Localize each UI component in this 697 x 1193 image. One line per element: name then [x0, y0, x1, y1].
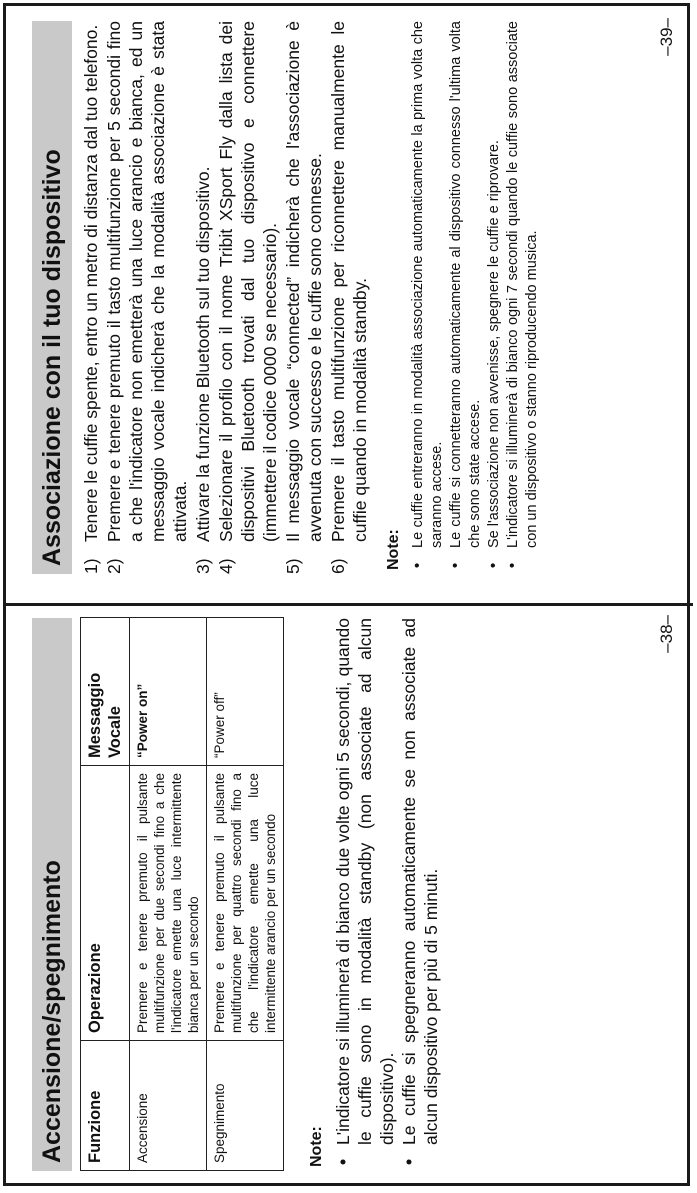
column-header: Messaggio Vocale [81, 618, 130, 766]
note-text: L'indicatore si illuminerà di bianco due volte ogni 5 secondi, quando le cuffie sono in modalità standby (non associate ad alcun dispositivo). [333, 618, 397, 1145]
voice-message-cell: “Power off” [207, 618, 284, 766]
step-item [327, 21, 371, 574]
page-39-content [6, 6, 691, 596]
power-table [80, 617, 284, 1171]
step-item [282, 21, 326, 574]
function-cell: Spegnimento [207, 1041, 284, 1171]
step-number: 6) [328, 558, 348, 574]
function-cell: Accensione [130, 1041, 207, 1171]
note-text: Le cuffie si spegneranno automaticamente se non associate ad alcun dispositivo per più di 5 minuti. [399, 618, 441, 1145]
bullet-icon: • [448, 562, 464, 568]
notes-list [332, 618, 442, 1171]
page-38-panel [6, 603, 691, 1193]
section-title: Associazione con il tuo dispositivo [38, 149, 66, 566]
bullet-icon: • [333, 1158, 353, 1165]
note-text: Le cuffie si connetteranno automaticamente al dispositivo connesso l'ultima volta che sono state accese. [448, 21, 483, 548]
note-item [504, 21, 542, 574]
bullet-icon: • [505, 562, 521, 568]
power-body [80, 618, 442, 1171]
step-item [215, 21, 281, 574]
step-text: Il messaggio vocale “connected” indicherà che l'associazione è avvenuta con successo e le cuffie sono connesse. [283, 21, 325, 542]
pairing-body [80, 21, 542, 574]
operation-cell: Premere e tenere premuto il pulsante multifunzione per quattro secondi fino a che l'indicatore emette una luce intermittente arancio per un secondo [207, 766, 284, 1041]
step-number: 4) [216, 558, 236, 574]
page-number: –38– [657, 615, 676, 653]
table-header-row [81, 618, 130, 1171]
bullet-icon: • [410, 562, 426, 568]
step-text: Premere il tasto multifunzione per riconnettere manualmente le cuffie quando in modalità standby. [328, 21, 370, 542]
section-banner [32, 618, 72, 1171]
note-text: Le cuffie entreranno in modalità associazione automaticamente la prima volta che saranno accese. [410, 21, 445, 548]
note-item [447, 21, 485, 574]
step-number: 1) [81, 558, 101, 574]
step-item [80, 21, 102, 574]
note-text: L'indicatore si illuminerà di bianco ogni 7 secondi quando le cuffie sono associate con un dispositivo o stanno riproducendo musica. [505, 21, 540, 548]
bullet-icon: • [399, 1158, 419, 1165]
step-item [103, 21, 191, 574]
page-39-panel [6, 6, 691, 596]
step-text: Attivare la funzione Bluetooth sul tuo dispositivo. [193, 166, 213, 542]
page-number: –39– [657, 18, 676, 56]
note-item [332, 618, 398, 1171]
step-text: Selezionare il profilo con il nome Tribit XSport Fly dalla lista dei dispositivi Bluetooth trovati dal tuo dispositivo e connettere (immettere il codice 0000 se necessario). [216, 21, 280, 542]
note-item [485, 21, 504, 574]
note-item [398, 618, 442, 1171]
notes-list [409, 21, 542, 574]
notes-heading: Note: [385, 529, 402, 570]
step-text: Tenere le cuffie spente, entro un metro di distanza dal tuo telefono. [81, 24, 101, 542]
bullet-icon: • [486, 562, 502, 568]
voice-message-cell: “Power on” [130, 618, 207, 766]
step-number: 5) [283, 558, 303, 574]
note-item [409, 21, 447, 574]
step-text: Premere e tenere premuto il tasto multifunzione per 5 secondi fino a che l'indicatore non emetterà una luce arancio e bianca, ed un messaggio vocale indicherà che la modalità associazione è stata attivata. [104, 21, 190, 542]
column-header: Operazione [81, 766, 130, 1041]
operation-cell: Premere e tenere premuto il pulsante multifunzione per due secondi fino a che l'indicatore emette una luce intermittente bianca per un secondo [130, 766, 207, 1041]
section-banner [32, 21, 72, 574]
page-38-content [6, 603, 691, 1193]
table-row [207, 618, 284, 1171]
notes-heading: Note: [308, 1126, 325, 1167]
pairing-steps [80, 21, 371, 574]
note-text: Se l'associazione non avvenisse, spegnere le cuffie e riprovare. [486, 140, 502, 548]
table-row [130, 618, 207, 1171]
column-header: Funzione [81, 1041, 130, 1171]
step-item [192, 21, 214, 574]
step-number: 2) [104, 558, 124, 574]
section-title: Accensione/spegnimento [38, 860, 66, 1163]
step-number: 3) [193, 558, 213, 574]
